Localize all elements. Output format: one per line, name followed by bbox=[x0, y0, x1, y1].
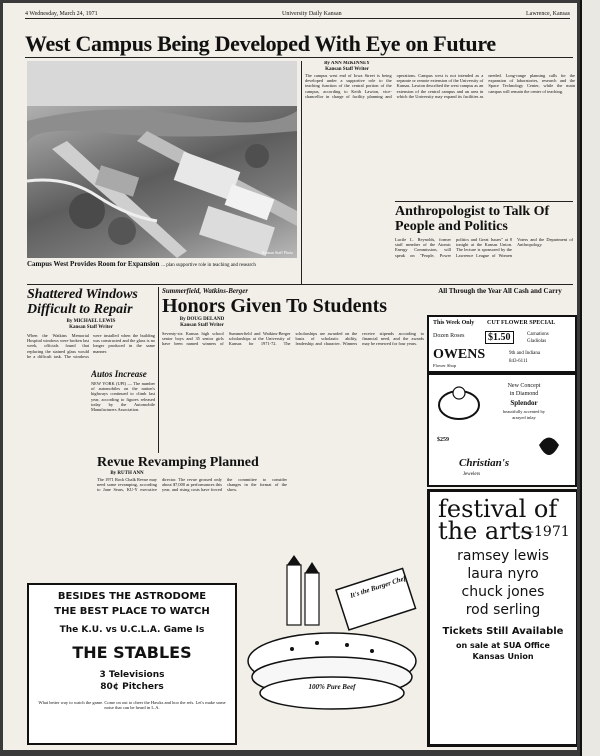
anthro-rule bbox=[395, 201, 573, 202]
festival-artist2: laura nyro bbox=[467, 566, 539, 582]
festival-ad bbox=[427, 489, 577, 747]
revue-body: The 1971 Rock Chalk Revue may need some revamping, according to Jane Sears, KU-Y executive director. The revue grossed only about $7,000 at performances this year, and rising costs have forced the committee to consider changes in the format of the show. bbox=[97, 477, 287, 493]
honors-kicker: Summerfield, Watkins-Berger bbox=[162, 287, 249, 295]
autos-article bbox=[91, 369, 155, 453]
burger-sign: It's the Burger Chef bbox=[349, 574, 407, 600]
headline-rule bbox=[25, 57, 573, 58]
honors-article bbox=[162, 287, 424, 453]
stables-line3: The K.U. vs U.C.L.A. Game Is bbox=[59, 625, 205, 635]
festival-artist1: ramsey lewis bbox=[457, 548, 549, 564]
christians-l4: beautifully accented by bbox=[503, 409, 545, 414]
stables-line2: THE BEST PLACE TO WATCH bbox=[54, 606, 210, 617]
honors-byline: By DOUG DELAND Kansan Staff Writer bbox=[179, 317, 225, 328]
aerial-photo bbox=[27, 61, 297, 258]
festival-venue: Kansas Union bbox=[472, 652, 534, 661]
anthro-body: Lucile L. Reynolds, former staff member of the Atomic Energy Commission, will speak on "People, Power politics and Great Issues" at 8 tonight at the Kansas Union. The lecture is sponsored by the Lawrence League of Women Voters and the Department of Anthropology. bbox=[395, 237, 573, 258]
burger-chef-ad bbox=[237, 553, 423, 741]
festival-title: festival of the arts bbox=[438, 495, 558, 545]
west-campus-body: The campus west end of Iowa Street is being developed under a supportive role to the teaching function of the central portion of the campus, according to Keith Lawton, vice-chancellor in charge of facility planning and operations. Campus west is not intended as a separate or remote extension of the University of Kansas. Lawton described the west campus as an extension of the central campus and an area in which the University may expand its facilities as needed. Long-range planning calls for the expansion of laboratories, research and the Space Technology Center, while the main campus will remain the center of teaching. bbox=[305, 73, 575, 99]
christians-ad bbox=[427, 373, 577, 487]
owens-roses: Dozen Roses bbox=[433, 333, 465, 339]
christians-l3: Splendor bbox=[510, 399, 538, 407]
stables-footer: What better way to watch the game. Come on out to cheer the Hawks and boo the refs. Let's make some noise that can be heard in L.A. bbox=[38, 700, 226, 710]
stables-line1: BESIDES THE ASTRODOME bbox=[57, 591, 207, 602]
west-campus-article bbox=[305, 61, 575, 201]
stables-tv: 3 Televisions bbox=[99, 670, 165, 680]
christians-price: $259 bbox=[437, 437, 449, 443]
folio-line bbox=[25, 11, 570, 19]
owens-ad bbox=[427, 315, 577, 373]
windows-byline: By MICHAEL LEWIS Kansan Staff Writer bbox=[66, 319, 116, 330]
christians-l1: New Concept bbox=[507, 383, 541, 389]
autos-body: NEW YORK (UPI) — The number of automobiles on the nation's highways continued to climb last year, according to figures released today by the Automobile Manufacturers Association. bbox=[91, 381, 155, 413]
honors-headline: Honors Given To Students bbox=[162, 295, 388, 317]
christians-footer: Jewelers bbox=[463, 472, 481, 477]
folio-date: 4 Wednesday, March 24, 1971 bbox=[25, 11, 98, 17]
stables-pitchers: 80¢ Pitchers bbox=[100, 682, 164, 692]
autos-headline: Autos Increase bbox=[91, 369, 147, 379]
windows-headline: Shattered Windows Difficult to Repair bbox=[27, 287, 138, 317]
caption-title: Campus West Provides Room for Expansion bbox=[27, 260, 160, 268]
owens-tag: Flower Shop bbox=[433, 363, 457, 368]
owens-price: $1.50 bbox=[485, 331, 514, 344]
owens-name: OWENS bbox=[433, 347, 486, 362]
all-through-text: All Through the Year All Cash and Carry bbox=[438, 287, 562, 295]
revue-article bbox=[97, 455, 287, 550]
column-rule-2 bbox=[158, 287, 159, 453]
anthro-article bbox=[395, 204, 573, 284]
aerial-photo-art bbox=[27, 61, 297, 258]
owens-week: This Week Only bbox=[433, 320, 475, 326]
festival-year: —1971 bbox=[520, 524, 570, 540]
owens-address: 9th and Indiana bbox=[509, 351, 541, 356]
adjacent-page-edge bbox=[580, 0, 600, 756]
revue-byline: By RUTH ANN bbox=[110, 471, 144, 476]
festival-on-sale: on sale at SUA Office bbox=[456, 641, 550, 650]
christians-l5: arrayed inlay bbox=[512, 415, 536, 420]
caption-text: ... plan supportive role in teaching and research bbox=[161, 263, 256, 268]
festival-artist3: chuck jones bbox=[461, 584, 545, 600]
photo-caption bbox=[27, 260, 297, 268]
main-headline: West Campus Being Developed With Eye on Future bbox=[25, 31, 496, 56]
honors-body: Seventy-six Kansas high school senior boys and 35 senior girls have been named winners of Summerfield and Watkins-Berger scholarships at the University of Kansas for 1971-72. The scholarships are awarded on the basis of scholastic ability, leadership and character. Winners receive stipends according to financial need, and the awards may be renewed for four years. bbox=[162, 331, 424, 347]
folio-paper: University Daily Kansan bbox=[282, 11, 342, 17]
christians-name: Christian's bbox=[459, 457, 510, 469]
burger-label: 100% Pure Beef bbox=[308, 683, 356, 691]
owens-carnations: Carnations bbox=[527, 332, 549, 337]
revue-headline: Revue Revamping Planned bbox=[97, 455, 259, 470]
column-rule bbox=[301, 61, 302, 284]
anthro-headline: Anthropologist to Talk Of People and Politics bbox=[395, 204, 550, 234]
christians-l2: in Diamond bbox=[509, 391, 539, 397]
festival-tickets: Tickets Still Available bbox=[442, 626, 564, 637]
stables-ad bbox=[27, 583, 237, 745]
west-campus-byline: By ANN McKINNEY Kansan Staff Writer bbox=[324, 61, 370, 72]
section-rule bbox=[27, 284, 573, 285]
owens-special: CUT FLOWER SPECIAL bbox=[487, 320, 556, 326]
newspaper-page bbox=[3, 3, 577, 750]
photo-credit: Kansan Staff Photo bbox=[261, 250, 293, 255]
stables-name: THE STABLES bbox=[72, 643, 192, 662]
festival-artist4: rod serling bbox=[465, 602, 541, 618]
folio-city: Lawrence, Kansas bbox=[526, 11, 570, 17]
owens-phone: 843-6111 bbox=[509, 359, 528, 364]
all-through-box bbox=[427, 287, 573, 313]
windows-body: When the Watkins Memorial Hospital windows were broken last week, officials found that replacing the stained glass would be a difficult task. The windows were installed when the building was constructed and the glass is no longer produced in the same manner. bbox=[27, 333, 155, 359]
owens-gladiolas: Gladiolas bbox=[527, 339, 547, 344]
